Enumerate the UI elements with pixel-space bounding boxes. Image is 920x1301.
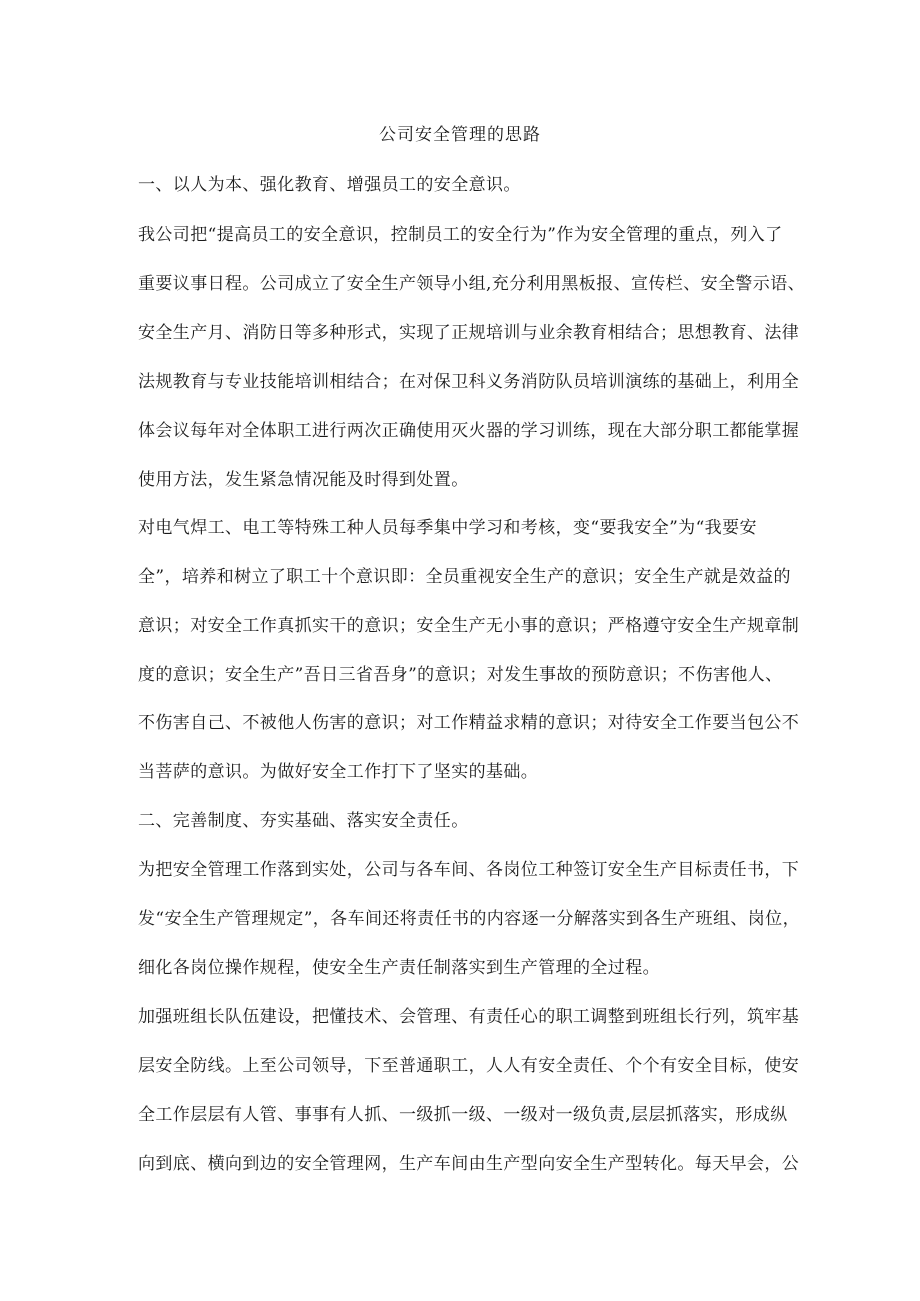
text-line: 度的意识；安全生产”吾日三省吾身”的意识；对发生事故的预防意识；不伤害他人、: [138, 665, 783, 685]
text-line: 体会议每年对全体职工进行两次正确使用灭火器的学习训练，现在大部分职工都能掌握: [138, 421, 800, 441]
text-line: 层安全防线。上至公司领导，下至普通职工，人人有安全责任、个个有安全目标，使安: [138, 1056, 800, 1076]
text-line: 安全生产月、消防日等多种形式，实现了正规培训与业余教育相结合；思想教育、法律: [138, 323, 800, 343]
page-title: 公司安全管理的思路: [379, 125, 541, 145]
text-line: 不伤害自己、不被他人伤害的意识；对工作精益求精的意识；对待安全工作要当包公不: [138, 713, 800, 733]
text-line: 为把安全管理工作落到实处，公司与各车间、各岗位工种签订安全生产目标责任书，下: [138, 860, 800, 880]
text-line: 重要议事日程。公司成立了安全生产领导小组,充分利用黑板报、宣传栏、安全警示语、: [138, 274, 806, 294]
text-line: 向到底、横向到边的安全管理网，生产车间由生产型向安全生产型转化。每天早会，公: [138, 1154, 800, 1174]
text-line: 我公司把“提高员工的安全意识，控制员工的安全行为”作为安全管理的重点，列入了: [138, 225, 783, 245]
text-line: 当菩萨的意识。为做好安全工作打下了坚实的基础。: [138, 762, 539, 782]
text-line: 发“安全生产管理规定”，各车间还将责任书的内容逐一分解落实到各生产班组、岗位，: [138, 909, 800, 929]
text-line: 使用方法，发生紧急情况能及时得到处置。: [138, 470, 469, 490]
text-line: 对电气焊工、电工等特殊工种人员每季集中学习和考核，变“要我安全”为“我要安: [138, 518, 757, 538]
text-line: 加强班组长队伍建设，把懂技术、会管理、有责任心的职工调整到班组长行列，筑牢基: [138, 1007, 800, 1027]
text-line: 全工作层层有人管、事事有人抓、一级抓一级、一级对一级负责,层层抓落实，形成纵: [138, 1105, 788, 1125]
text-line: 意识；对安全工作真抓实干的意识；安全生产无小事的意识；严格遵守安全生产规章制: [138, 616, 800, 636]
text-line: 法规教育与专业技能培训相结合；在对保卫科义务消防队员培训演练的基础上，利用全: [138, 372, 800, 392]
heading-section-1: 一、以人为本、强化教育、增强员工的安全意识。: [138, 175, 521, 195]
heading-section-2: 二、完善制度、夯实基础、落实安全责任。: [138, 811, 469, 831]
text-line: 全”，培养和树立了职工十个意识即：全员重视安全生产的意识；安全生产就是效益的: [138, 567, 791, 587]
text-line: 细化各岗位操作规程，使安全生产责任制落实到生产管理的全过程。: [138, 958, 660, 978]
